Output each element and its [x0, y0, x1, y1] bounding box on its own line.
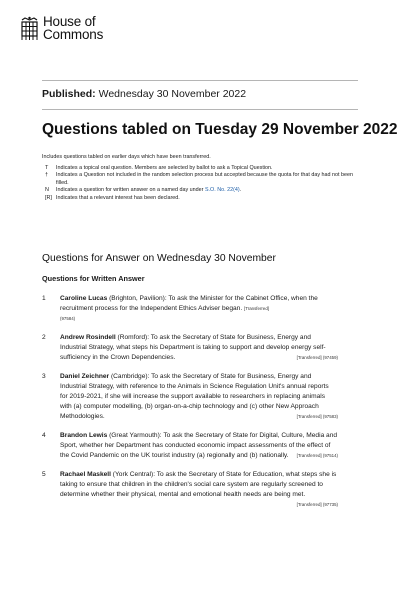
member-name: Caroline Lucas [60, 295, 108, 302]
transferred-tag: [Transferred] [296, 355, 322, 360]
note-key: † [45, 172, 48, 179]
transferred-tag: [Transferred] [244, 306, 269, 311]
question-number: 2 [42, 334, 46, 341]
question-id: (97735) [322, 502, 338, 507]
question-number: 4 [42, 432, 46, 439]
question-text: To ask the Secretary of State for Digital, Culture, Media and Sport, whether her Department has conducted economic impact assessments of the effect of the Covid Pandemic on the UK tourist industry (a) regionally and (b) nationally. [60, 432, 338, 459]
logo-line-2: Commons [43, 27, 104, 42]
question-text: To ask the Minister for the Cabinet Office, when the recruitment process for the Independent Ethics Adviser began. [60, 295, 318, 312]
note-item [42, 195, 362, 203]
standing-order-link[interactable]: S.O. No. 22(4) [204, 187, 240, 194]
page-title: Questions tabled on Tuesday 29 November 2022 [42, 121, 398, 138]
notes-block [42, 154, 362, 203]
note-key: N [45, 187, 49, 194]
question-body [60, 294, 338, 324]
portcullis-icon [20, 16, 39, 42]
member-name: Brandon Lewis [60, 432, 108, 439]
note-key: [R] [45, 194, 52, 201]
question-body [60, 372, 338, 422]
question-id: (97583) [322, 414, 338, 419]
note-text [56, 187, 362, 195]
member-name: Daniel Zeichner [60, 373, 110, 380]
question-text: To ask the Secretary of State for Education, what steps she is taking to ensure that children in the children's social care system are regularly screened to determine whether their physical, mental and emotional health needs are being met. [60, 471, 337, 498]
note-item [42, 165, 362, 173]
constituency: (Romford): [115, 334, 151, 341]
notes-intro: Includes questions tabled on earlier days which have been transferred. [42, 154, 211, 160]
question-list [42, 294, 338, 519]
question-number: 5 [42, 471, 46, 478]
divider-top [42, 80, 358, 81]
note-item [42, 172, 362, 187]
question-item [42, 333, 338, 363]
question-id: (97459) [322, 355, 338, 360]
divider-bottom [42, 109, 358, 110]
question-body [60, 431, 338, 461]
question-item [42, 294, 338, 324]
question-body [60, 333, 338, 363]
member-name: Andrew Rosindell [60, 334, 116, 341]
question-item [42, 372, 338, 422]
house-of-commons-logo [20, 15, 103, 42]
constituency: (York Central): [110, 471, 157, 478]
note-text-before: Indicates a question for written answer on a named day under [56, 187, 205, 194]
transferred-tag: [Transferred] [296, 414, 322, 419]
note-text: Indicates a topical oral question. Members are selected by ballot to ask a Topical Question. [56, 164, 273, 171]
constituency: (Cambridge): [109, 373, 152, 380]
note-key: T [45, 164, 49, 171]
question-item [42, 470, 338, 510]
subsection-title: Questions for Written Answer [42, 274, 145, 283]
question-id: (97584) [60, 316, 76, 321]
published-date: Wednesday 30 November 2022 [98, 88, 247, 100]
published-label: Published: [42, 88, 96, 100]
question-body [60, 470, 338, 510]
note-text: Indicates a Question not included in the random selection process but accepted because the quota for that day had not been filled. [56, 172, 353, 186]
question-text: To ask the Secretary of State for Business, Energy and Industrial Strategy, with reference to the Animals in Science Regulation Unit's annual reports for 2019-2021, if she will increase the support available to researchers in replacing animals with (a) computer modelling, (b) organ-on-a-chip technology and (c) other New Approach Methodologies. [60, 373, 329, 420]
constituency: (Great Yarmouth): [107, 432, 164, 439]
note-text: Indicates that a relevant interest has been declared. [56, 194, 180, 201]
section-title: Questions for Answer on Wednesday 30 November [42, 253, 276, 264]
member-name: Rachael Maskell [60, 471, 111, 478]
question-text: To ask the Secretary of State for Business, Energy and Industrial Strategy, what steps his Department is taking to support and develop energy self-sufficiency in the Crown Dependencies. [60, 334, 326, 361]
question-item [42, 431, 338, 461]
note-item [42, 187, 362, 195]
question-id: (97514) [322, 453, 338, 458]
published-line [42, 88, 246, 100]
transferred-tag: [Transferred] [296, 502, 322, 507]
logo-line-1: House of [43, 14, 96, 29]
question-number: 3 [42, 373, 46, 380]
constituency: (Brighton, Pavilion): [107, 295, 169, 302]
question-number: 1 [42, 295, 46, 302]
transferred-tag: [Transferred] [296, 453, 322, 458]
note-text-after: . [239, 187, 242, 194]
